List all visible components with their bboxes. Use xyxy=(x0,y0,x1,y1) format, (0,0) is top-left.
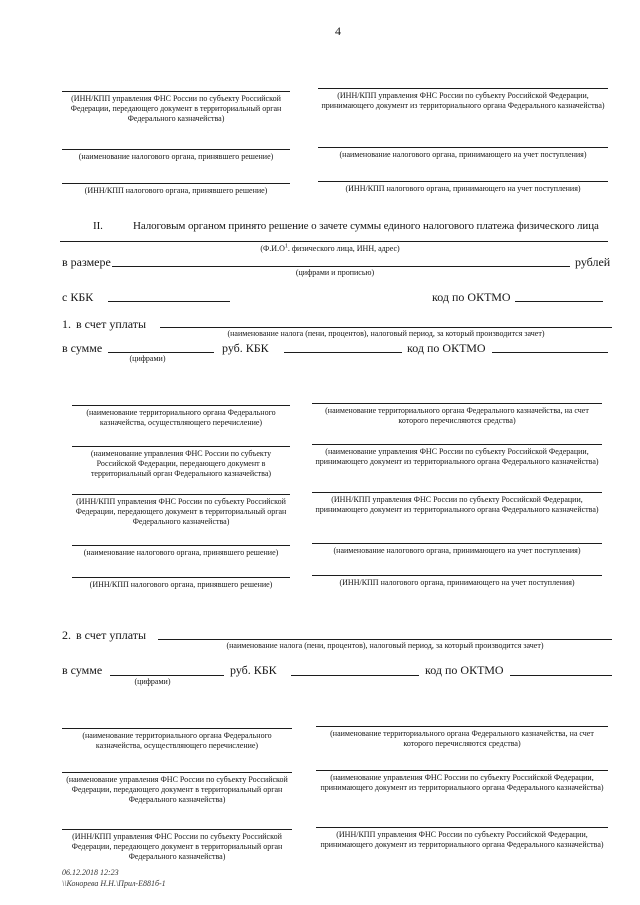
caption-deciding-tax-authority: (наименование налогового органа, принявшего решение) xyxy=(62,149,290,162)
item-1-caption-deciding-tax-authority: (наименование налогового органа, принявшего решение) xyxy=(72,545,290,558)
caption-deciding-tax-authority-inn-kpp: (ИНН/КПП налогового органа, принявшего решение) xyxy=(62,183,290,196)
caption-sender-ufns-inn-kpp: (ИНН/КПП управления ФНС России по субъекту Российской Федерации, передающего документ в территориальный орган Федерального казначейства) xyxy=(62,91,290,124)
item-1-sum-label: в сумме xyxy=(62,341,103,355)
item-2-caption-treasury-receiver: (наименование территориального органа Федерального казначейства, на счет которого перечисляются средства) xyxy=(316,726,608,749)
item-1-label: в счет уплаты xyxy=(76,317,147,331)
amount-unit: рублей xyxy=(575,255,611,269)
kbk-label: с КБК xyxy=(62,290,94,304)
item-2-tax-caption: (наименование налога (пени, процентов), налоговый период, за который производится зачет) xyxy=(226,641,544,650)
item-2-sum-blank-line xyxy=(110,675,224,676)
item-1-caption-receiving-inn-kpp: (ИНН/КПП налогового органа, принимающего на учет поступления) xyxy=(312,575,602,588)
item-1-oktmo-blank-line xyxy=(492,352,608,353)
item-2-oktmo-label: код по ОКТМО xyxy=(425,663,504,677)
kbk-blank-line xyxy=(108,301,230,302)
item-1-tax-blank-line xyxy=(160,327,612,328)
item-1-kbk-blank-line xyxy=(284,352,402,353)
footnote-mark: 1 xyxy=(284,243,288,250)
item-2-oktmo-blank-line xyxy=(510,675,612,676)
caption-receiving-tax-authority: (наименование налогового органа, принимающего на учет поступления) xyxy=(318,147,608,160)
item-1-caption-ufns-receiver: (наименование управления ФНС России по субъекту Российской Федерации, принимающего документ из территориального органа Федерального казначейства) xyxy=(312,444,602,467)
item-1-oktmo-label: код по ОКТМО xyxy=(407,341,486,355)
footer-date: 06.12.2018 12:23 xyxy=(62,868,119,877)
page-number: 4 xyxy=(335,24,341,38)
section-number: II. xyxy=(93,220,103,232)
item-2-rub-kbk-label: руб. КБК xyxy=(230,663,277,677)
item-2-sum-caption: (цифрами) xyxy=(134,677,171,686)
item-1-caption-ufns-sender-inn-kpp: (ИНН/КПП управления ФНС России по субъекту Российской Федерации, передающего документ в территориальный орган Федерального казначейства) xyxy=(72,494,290,527)
item-2-kbk-blank-line xyxy=(291,675,419,676)
person-blank-line xyxy=(60,241,608,242)
amount-blank-line xyxy=(112,266,570,267)
item-1-sum-caption: (цифрами) xyxy=(129,354,166,363)
item-2-caption-ufns-sender: (наименование управления ФНС России по субъекту Российской Федерации, передающего документ в территориальный орган Федерального казначейства) xyxy=(62,772,292,805)
amount-label: в размере xyxy=(62,255,111,269)
item-1-caption-treasury-sender: (наименование территориального органа Федерального казначейства, осуществляющего перечисление) xyxy=(72,405,290,428)
item-1-rub-kbk-label: руб. КБК xyxy=(222,341,269,355)
item-2-tax-blank-line xyxy=(158,639,612,640)
item-2-sum-label: в сумме xyxy=(62,663,103,677)
item-2-number: 2. xyxy=(62,628,71,642)
item-2-label: в счет уплаты xyxy=(76,628,147,642)
caption-receiver-ufns-inn-kpp: (ИНН/КПП управления ФНС России по субъекту Российской Федерации, принимающего документ из территориального органа Федерального казначейства) xyxy=(318,88,608,111)
item-1-tax-caption: (наименование налога (пени, процентов), налоговый период, за который производится зачет) xyxy=(227,329,545,338)
footer-file-path: \\Конорева Н.Н.\Прил-Е881б-1 xyxy=(62,879,166,888)
section-title: Налоговым органом принято решение о зачете суммы единого налогового платежа физического лица xyxy=(133,220,599,232)
item-1-sum-blank-line xyxy=(108,352,214,353)
item-2-caption-ufns-sender-inn-kpp: (ИНН/КПП управления ФНС России по субъекту Российской Федерации, передающего документ в территориальный орган Федерального казначейства) xyxy=(62,829,292,862)
item-1-number: 1. xyxy=(62,317,71,331)
oktmo-label: код по ОКТМО xyxy=(432,290,511,304)
item-1-caption-ufns-receiver-inn-kpp: (ИНН/КПП управления ФНС России по субъекту Российской Федерации, принимающего документ из территориального органа Федерального казначейства) xyxy=(312,492,602,515)
item-2-caption-ufns-receiver-inn-kpp: (ИНН/КПП управления ФНС России по субъекту Российской Федерации, принимающего документ из территориального органа Федерального казначейства) xyxy=(316,827,608,850)
item-1-caption-ufns-sender: (наименование управления ФНС России по субъекту Российской Федерации, передающего документ в территориальный орган Федерального казначейства) xyxy=(72,446,290,479)
caption-receiving-tax-authority-inn-kpp: (ИНН/КПП налогового органа, принимающего на учет поступления) xyxy=(318,181,608,194)
amount-caption: (цифрами и прописью) xyxy=(295,268,375,277)
oktmo-blank-line xyxy=(515,301,603,302)
person-caption: ($Ф.И.О^1$. физического лица, ИНН, адрес) xyxy=(260,243,400,253)
item-1-caption-treasury-receiver: (наименование территориального органа Федерального казначейства, на счет которого перечисляются средства) xyxy=(312,403,602,426)
item-2-caption-ufns-receiver: (наименование управления ФНС России по субъекту Российской Федерации, принимающего документ из территориального органа Федерального казначейства) xyxy=(316,770,608,793)
item-1-caption-deciding-inn-kpp: (ИНН/КПП налогового органа, принявшего решение) xyxy=(72,577,290,590)
item-1-caption-receiving-tax-authority: (наименование налогового органа, принимающего на учет поступления) xyxy=(312,543,602,556)
item-2-caption-treasury-sender: (наименование территориального органа Федерального казначейства, осуществляющего перечисление) xyxy=(62,728,292,751)
